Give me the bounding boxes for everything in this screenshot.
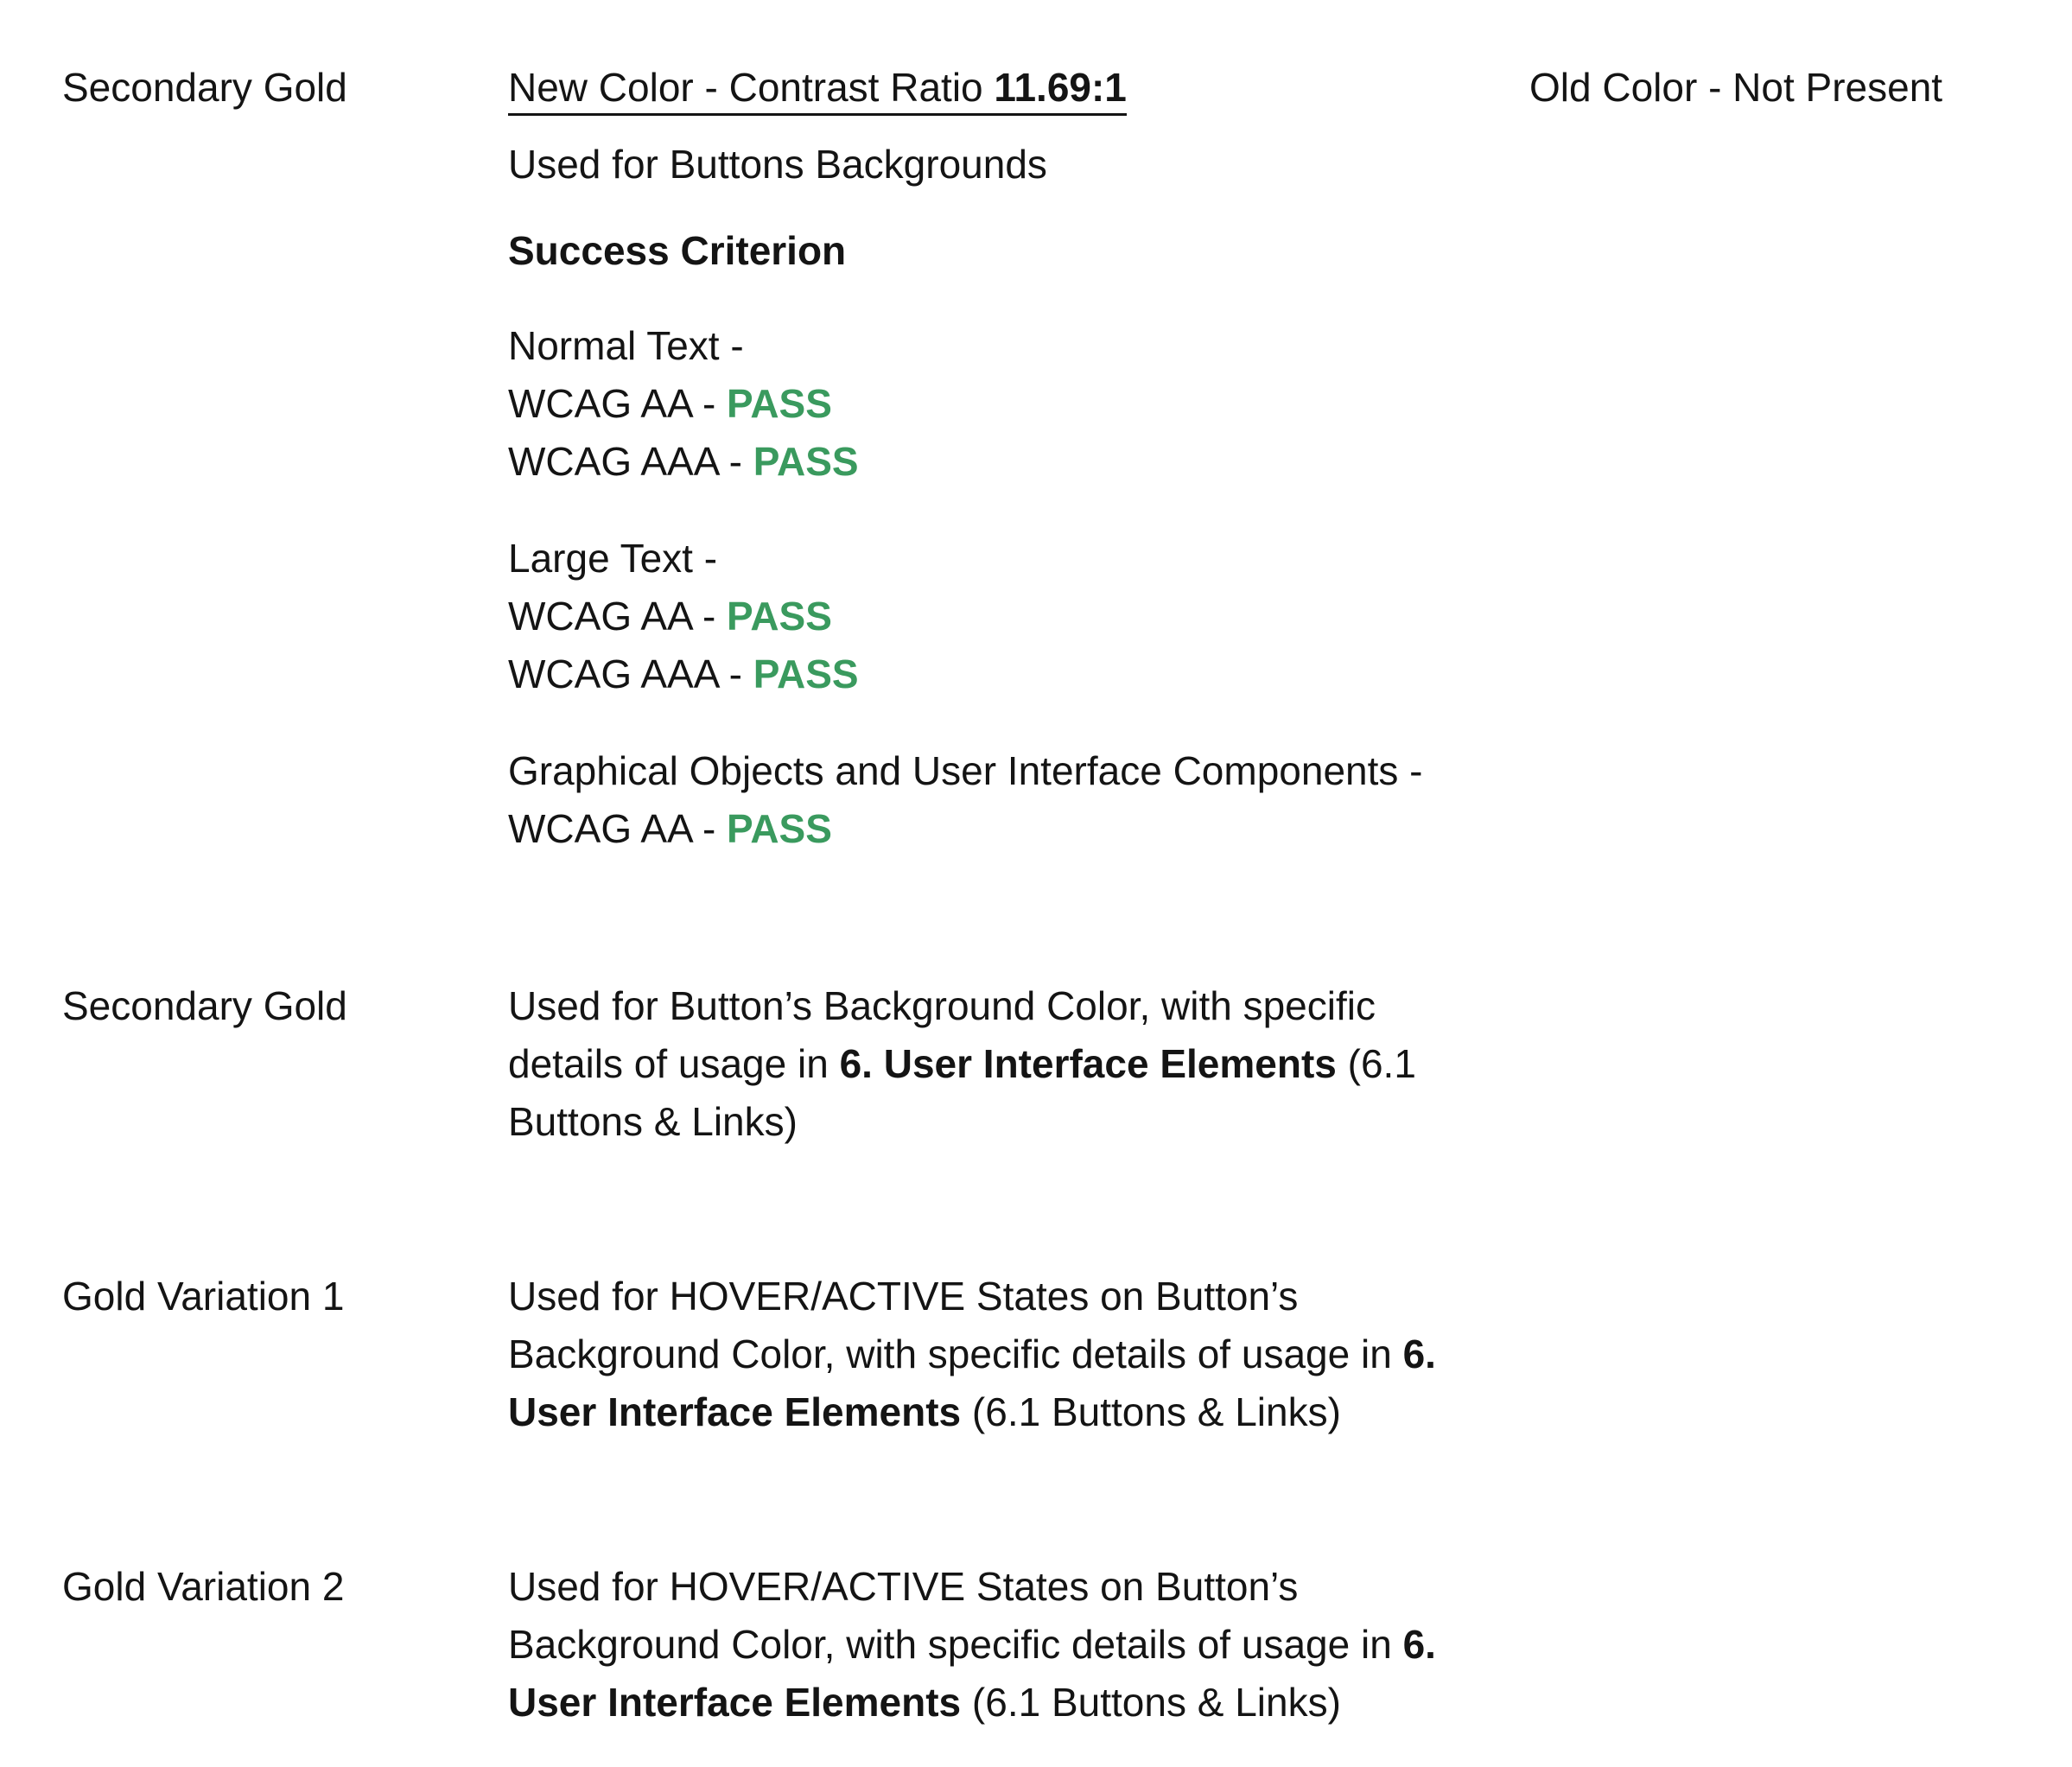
section-reference: 6. User Interface Elements <box>839 1041 1337 1086</box>
large-text-block <box>508 530 1493 703</box>
subsection-reference: (6.1 Buttons & Links) <box>961 1680 1341 1725</box>
pass-badge: PASS <box>727 594 832 639</box>
color-name-label: Secondary Gold <box>62 65 347 110</box>
usage-description <box>508 1268 1459 1441</box>
success-criterion-heading: Success Criterion <box>508 228 847 273</box>
color-name-label: Gold Variation 2 <box>62 1564 345 1609</box>
contrast-details <box>508 59 1493 858</box>
subsection-reference: (6.1 Buttons & Links) <box>961 1389 1341 1434</box>
pass-badge: PASS <box>753 652 859 696</box>
graphical-objects-wcag-aa <box>508 800 1493 858</box>
old-color-status: Old Color - Not Present <box>1529 65 1943 110</box>
wcag-aa-label: WCAG AA - <box>508 594 728 639</box>
normal-text-wcag-aa <box>508 375 1493 433</box>
pass-badge: PASS <box>727 806 832 851</box>
pass-badge: PASS <box>753 439 859 484</box>
wcag-aaa-label: WCAG AAA - <box>508 439 753 484</box>
section-reference: 6. User Interface Elements <box>508 1622 1436 1725</box>
color-name-label: Secondary Gold <box>62 983 347 1028</box>
large-text-wcag-aaa <box>508 645 1493 703</box>
usage-text: Used for Buttons Backgrounds <box>508 142 1047 187</box>
large-text-heading: Large Text - <box>508 536 718 581</box>
contrast-ratio-value: 11.69:1 <box>994 65 1127 110</box>
wcag-aa-label: WCAG AA - <box>508 806 728 851</box>
graphical-objects-heading: Graphical Objects and User Interface Components - <box>508 748 1423 793</box>
color-name-label: Gold Variation 1 <box>62 1274 345 1319</box>
graphical-objects-block <box>508 742 1493 858</box>
usage-description <box>508 977 1459 1151</box>
usage-description <box>508 1558 1459 1732</box>
normal-text-heading: Normal Text - <box>508 323 744 368</box>
large-text-wcag-aa <box>508 588 1493 645</box>
usage-text: Used for HOVER/ACTIVE States on Button’s Background Color, with specific details of usage in <box>508 1564 1403 1667</box>
normal-text-wcag-aaa <box>508 433 1493 491</box>
normal-text-block <box>508 317 1493 491</box>
pass-badge: PASS <box>727 381 832 426</box>
section-reference: 6. User Interface Elements <box>508 1332 1436 1434</box>
contrast-ratio-link[interactable] <box>508 61 1127 116</box>
usage-text: Used for Button’s Background Color, with specific details of usage in <box>508 983 1376 1086</box>
wcag-aaa-label: WCAG AAA - <box>508 652 753 696</box>
usage-text: Used for HOVER/ACTIVE States on Button’s Background Color, with specific details of usage in <box>508 1274 1403 1376</box>
contrast-header <box>508 59 1493 117</box>
subsection-reference: (6.1 Buttons & Links) <box>508 1041 1416 1144</box>
contrast-ratio-prefix: New Color - Contrast Ratio <box>508 65 995 110</box>
wcag-aa-label: WCAG AA - <box>508 381 728 426</box>
